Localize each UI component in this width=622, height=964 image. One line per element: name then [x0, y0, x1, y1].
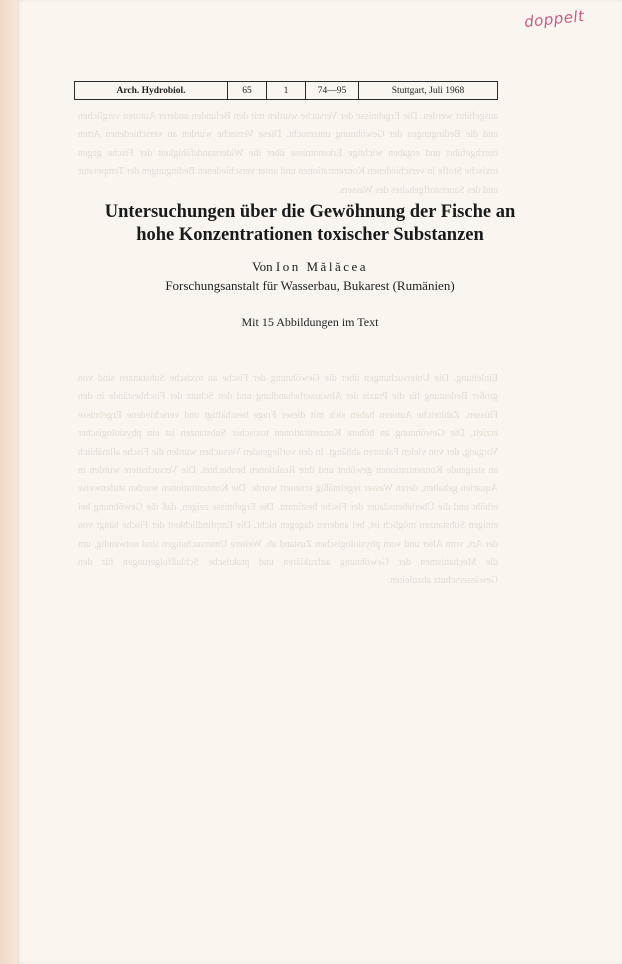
- journal-volume: 65: [228, 82, 267, 99]
- author-affiliation: Forschungsanstalt für Wasserbau, Bukarest (Rumänien): [165, 278, 455, 293]
- journal-pages: 74—95: [306, 82, 359, 99]
- journal-issue: 1: [267, 82, 306, 99]
- figures-note: Mit 15 Abbildungen im Text: [241, 315, 379, 329]
- journal-place-date: Stuttgart, Juli 1968: [391, 85, 465, 96]
- title-line-2: hohe Konzentrationen toxischer Substanzen: [136, 225, 484, 245]
- author-line: [40, 259, 580, 275]
- handwritten-note: doppelt: [523, 6, 586, 32]
- author-name: Ion Mălăcea: [275, 259, 369, 274]
- title-line-1: Untersuchungen über die Gewöhnung der Fische an: [104, 202, 516, 222]
- paper-sheet: [17, 0, 622, 964]
- author-prefix: Von: [251, 259, 273, 274]
- page-edge: [0, 0, 17, 964]
- journal-name: Arch. Hydrobiol.: [75, 82, 228, 99]
- show-through-text-top: ausgeführt werden. Die Ergebnisse der Versuche wurden mit den Befunden anderer Autoren verglichen und die Bedingungen der Gewöhnung untersucht. Diese Versuche wurden an verschiedenen Arten durchgeführt und ergaben wichtige Erkenntnisse über die Widerstandsfähigkeit der Fische gegen toxische Stoffe in verschiedenen Konzentrationen und unter verschiedenen Bedingungen der Temperatur und des Sauerstoffgehaltes des Wassers.: [78, 111, 498, 196]
- paper-title: [40, 201, 580, 247]
- show-through-text-bottom: Einleitung. Die Untersuchungen über die Gewöhnung der Fische an toxische Substanzen sind von großer Bedeutung für die Praxis der Abwasserbehandlung und den Schutz der Fischbestände in den Flüssen. Zahlreiche Autoren haben sich mit dieser Frage beschäftigt und verschiedene Ergebnisse erzielt. Die Gewöhnung an höhere Konzentrationen toxischer Substanzen ist ein physiologischer Vorgang, der von vielen Faktoren abhängt. In den vorliegenden Versuchen wurden die Fische allmählich an steigende Konzentrationen gewöhnt und ihre Reaktionen beobachtet. Die Versuchstiere wurden in Aquarien gehalten, deren Wasser regelmäßig erneuert wurde. Die Konzentrationen wurden stufenweise erhöht und die Überlebensdauer der Fische bestimmt. Die Ergebnisse zeigen, daß die Gewöhnung bei einigen Substanzen möglich ist, bei anderen dagegen nicht. Die Empfindlichkeit der Fische hängt von der Art, vom Alter und vom physiologischen Zustand ab. Weitere Untersuchungen sind notwendig, um die Mechanismen der Gewöhnung aufzuklären und praktische Schlußfolgerungen für den Gewässerschutz abzuleiten.: [78, 373, 498, 587]
- journal-header: [74, 81, 498, 100]
